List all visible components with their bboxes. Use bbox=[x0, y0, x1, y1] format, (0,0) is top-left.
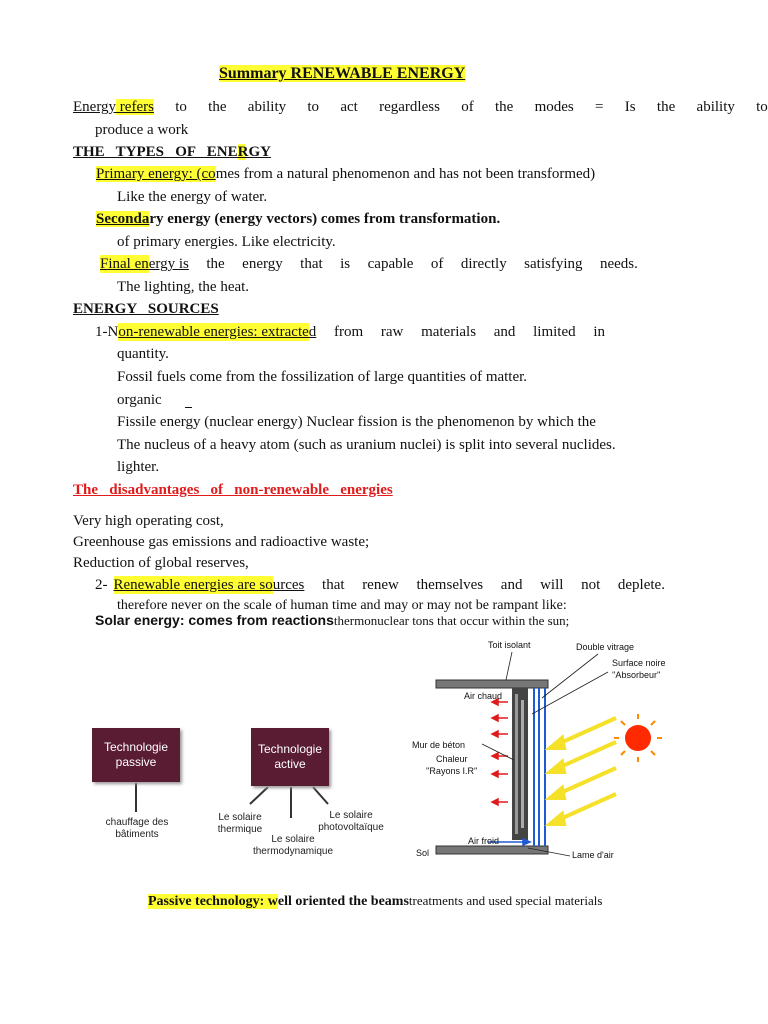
word: the bbox=[656, 99, 676, 115]
word: regardless bbox=[379, 99, 440, 115]
passive-technology-rest: treatments and used special materials bbox=[408, 893, 603, 908]
sun-rays bbox=[550, 718, 616, 824]
intro-line-1 bbox=[73, 98, 768, 116]
word: from bbox=[333, 324, 364, 340]
passive-technology-highlight: Passive technology: w bbox=[148, 894, 278, 909]
nonrenewable-prefix: 1-N bbox=[95, 324, 119, 340]
final-energy-rest bbox=[149, 255, 638, 273]
heat-arrows bbox=[492, 699, 508, 805]
renewable-highlight: Renewable energies are so bbox=[113, 577, 273, 593]
active-thermal-label bbox=[212, 812, 268, 836]
word: act bbox=[340, 99, 358, 115]
word: raw bbox=[380, 324, 404, 340]
word: in bbox=[593, 324, 605, 340]
final-energy-line bbox=[96, 255, 638, 273]
final-energy-example: The lighting, the heat. bbox=[117, 279, 250, 295]
intro-line-2: produce a work bbox=[95, 122, 189, 138]
active-box-label: Technologie active bbox=[257, 742, 323, 771]
active-thermal-text: Le solaire thermique bbox=[217, 812, 263, 835]
word: and bbox=[500, 577, 523, 593]
word: materials bbox=[421, 324, 477, 340]
technology-diagram bbox=[88, 720, 398, 870]
primary-energy-rest: mes from a natural phenomenon and has not been transformed) bbox=[215, 166, 596, 182]
word: modes bbox=[534, 99, 574, 115]
nonrenewable-highlight: on-renewable energies: extracte bbox=[118, 324, 309, 340]
word: will bbox=[540, 577, 564, 593]
word: capable bbox=[367, 256, 414, 272]
passive-technology-bold: ell oriented the beams bbox=[277, 894, 409, 909]
label-air-froid: Air froid bbox=[468, 836, 500, 846]
types-heading bbox=[73, 143, 271, 161]
disadvantage-item: Reduction of global reserves, bbox=[73, 555, 249, 571]
disadvantage-item: Very high operating cost, bbox=[73, 513, 224, 529]
word: that bbox=[300, 256, 323, 272]
nonrenewable-line-2: quantity. bbox=[117, 346, 169, 362]
active-thermo-label bbox=[248, 834, 338, 858]
active-thermo-text: Le solaire thermodynamique bbox=[252, 834, 334, 857]
label-chaleur: Chaleur bbox=[436, 754, 468, 764]
sources-heading bbox=[73, 300, 245, 318]
passive-result-text: chauffage des bâtiments bbox=[105, 817, 169, 840]
label-absorbeur: ''Absorbeur'' bbox=[612, 670, 661, 680]
word: directly bbox=[460, 256, 507, 272]
label-lame: Lame d'air bbox=[572, 850, 614, 860]
label-double: Double vitrage bbox=[576, 642, 635, 652]
sources-heading-text: ENERGY SOURCES bbox=[73, 301, 219, 317]
active-pv-label bbox=[316, 810, 386, 834]
word: the bbox=[208, 99, 227, 115]
word: ergy is bbox=[148, 256, 189, 272]
nonrenewable-line-6: The nucleus of a heavy atom (such as uranium nuclei) is split into several nuclides. bbox=[117, 437, 616, 453]
primary-energy-line bbox=[96, 165, 595, 183]
word: of bbox=[461, 99, 474, 115]
word: the bbox=[494, 99, 514, 115]
technology-active-box bbox=[251, 728, 329, 786]
nonrenewable-line-3: Fossil fuels come from the fossilization of large quantities of matter. bbox=[117, 369, 528, 385]
nonrenewable-line-4: organic bbox=[117, 392, 162, 408]
word: deplete. bbox=[617, 577, 665, 593]
secondary-energy-highlight: Seconda bbox=[96, 211, 150, 227]
word: satisfying bbox=[524, 256, 583, 272]
disadvantages-heading: The disadvantages of non-renewable energies bbox=[73, 482, 393, 498]
word: urces bbox=[272, 577, 305, 593]
word: limited bbox=[533, 324, 576, 340]
primary-energy-example: Like the energy of water. bbox=[117, 189, 268, 205]
secondary-energy-rest: ry energy (energy vectors) comes from transformation. bbox=[149, 211, 501, 227]
page-title bbox=[219, 64, 465, 84]
word: not bbox=[581, 577, 601, 593]
word: the bbox=[206, 256, 225, 272]
word: of bbox=[430, 256, 444, 272]
label-air-chaud: Air chaud bbox=[464, 691, 503, 701]
technology-passive-box bbox=[92, 728, 180, 782]
solar-wall-diagram bbox=[408, 634, 678, 864]
renewable-line-2: therefore never on the scale of human time and may or may not be rampant like: bbox=[117, 598, 567, 613]
disadvantage-item: Greenhouse gas emissions and radioactive waste; bbox=[73, 534, 370, 550]
word: ability bbox=[247, 99, 287, 115]
nonrenewable-line-7: lighter. bbox=[117, 459, 160, 475]
passive-box-label: Technologie passive bbox=[103, 740, 169, 769]
sun-icon bbox=[614, 714, 662, 762]
word: = bbox=[595, 99, 604, 115]
underscore-mark bbox=[185, 391, 192, 408]
word bbox=[73, 98, 154, 116]
solar-rest: thermonuclear tons that occur within the sun; bbox=[333, 613, 570, 628]
nonrenewable-line-5: Fissile energy (nuclear energy) Nuclear fission is the phenomenon by which the bbox=[117, 414, 596, 430]
active-pv-text: Le solaire photovoltaïque bbox=[318, 810, 384, 833]
final-energy-highlight: Final en bbox=[100, 256, 149, 272]
renewable-line bbox=[95, 576, 665, 594]
word: ability bbox=[696, 99, 735, 115]
word: needs. bbox=[599, 256, 638, 272]
word: d bbox=[308, 324, 317, 340]
solar-line bbox=[95, 611, 569, 630]
word: renew bbox=[362, 577, 399, 593]
label-mur: Mur de béton bbox=[412, 740, 466, 750]
secondary-energy-line bbox=[96, 210, 500, 228]
word: and bbox=[493, 324, 516, 340]
word: Is bbox=[624, 99, 636, 115]
passive-technology-line bbox=[148, 892, 602, 911]
word: themselves bbox=[416, 577, 484, 593]
primary-energy-highlight: Primary energy: (co bbox=[96, 166, 216, 182]
secondary-energy-example: of primary energies. Like electricity. bbox=[117, 234, 336, 250]
word-highlight: refers bbox=[116, 99, 154, 115]
nonrenewable-rest bbox=[309, 323, 605, 341]
types-heading-text: THE TYPES OF ENERGY bbox=[73, 144, 271, 160]
word: is bbox=[340, 256, 351, 272]
label-sol: Sol bbox=[416, 848, 430, 858]
word: to bbox=[175, 99, 187, 115]
renewable-rest bbox=[273, 576, 665, 594]
solar-bold: Solar energy: comes from reactions bbox=[95, 612, 334, 628]
label-rayons: ''Rayons I.R'' bbox=[426, 766, 478, 776]
word: energy bbox=[242, 256, 283, 272]
label-toit: Toit isolant bbox=[488, 640, 531, 650]
passive-result-label bbox=[102, 817, 172, 841]
word-part: Energy bbox=[73, 99, 117, 115]
word: to bbox=[756, 99, 768, 115]
title-text: Summary RENEWABLE ENERGY bbox=[219, 65, 466, 82]
label-surface: Surface noire bbox=[612, 658, 666, 668]
nonrenewable-line bbox=[95, 323, 605, 341]
renewable-prefix: 2- bbox=[95, 577, 108, 593]
word: to bbox=[307, 99, 320, 115]
word: that bbox=[322, 577, 345, 593]
